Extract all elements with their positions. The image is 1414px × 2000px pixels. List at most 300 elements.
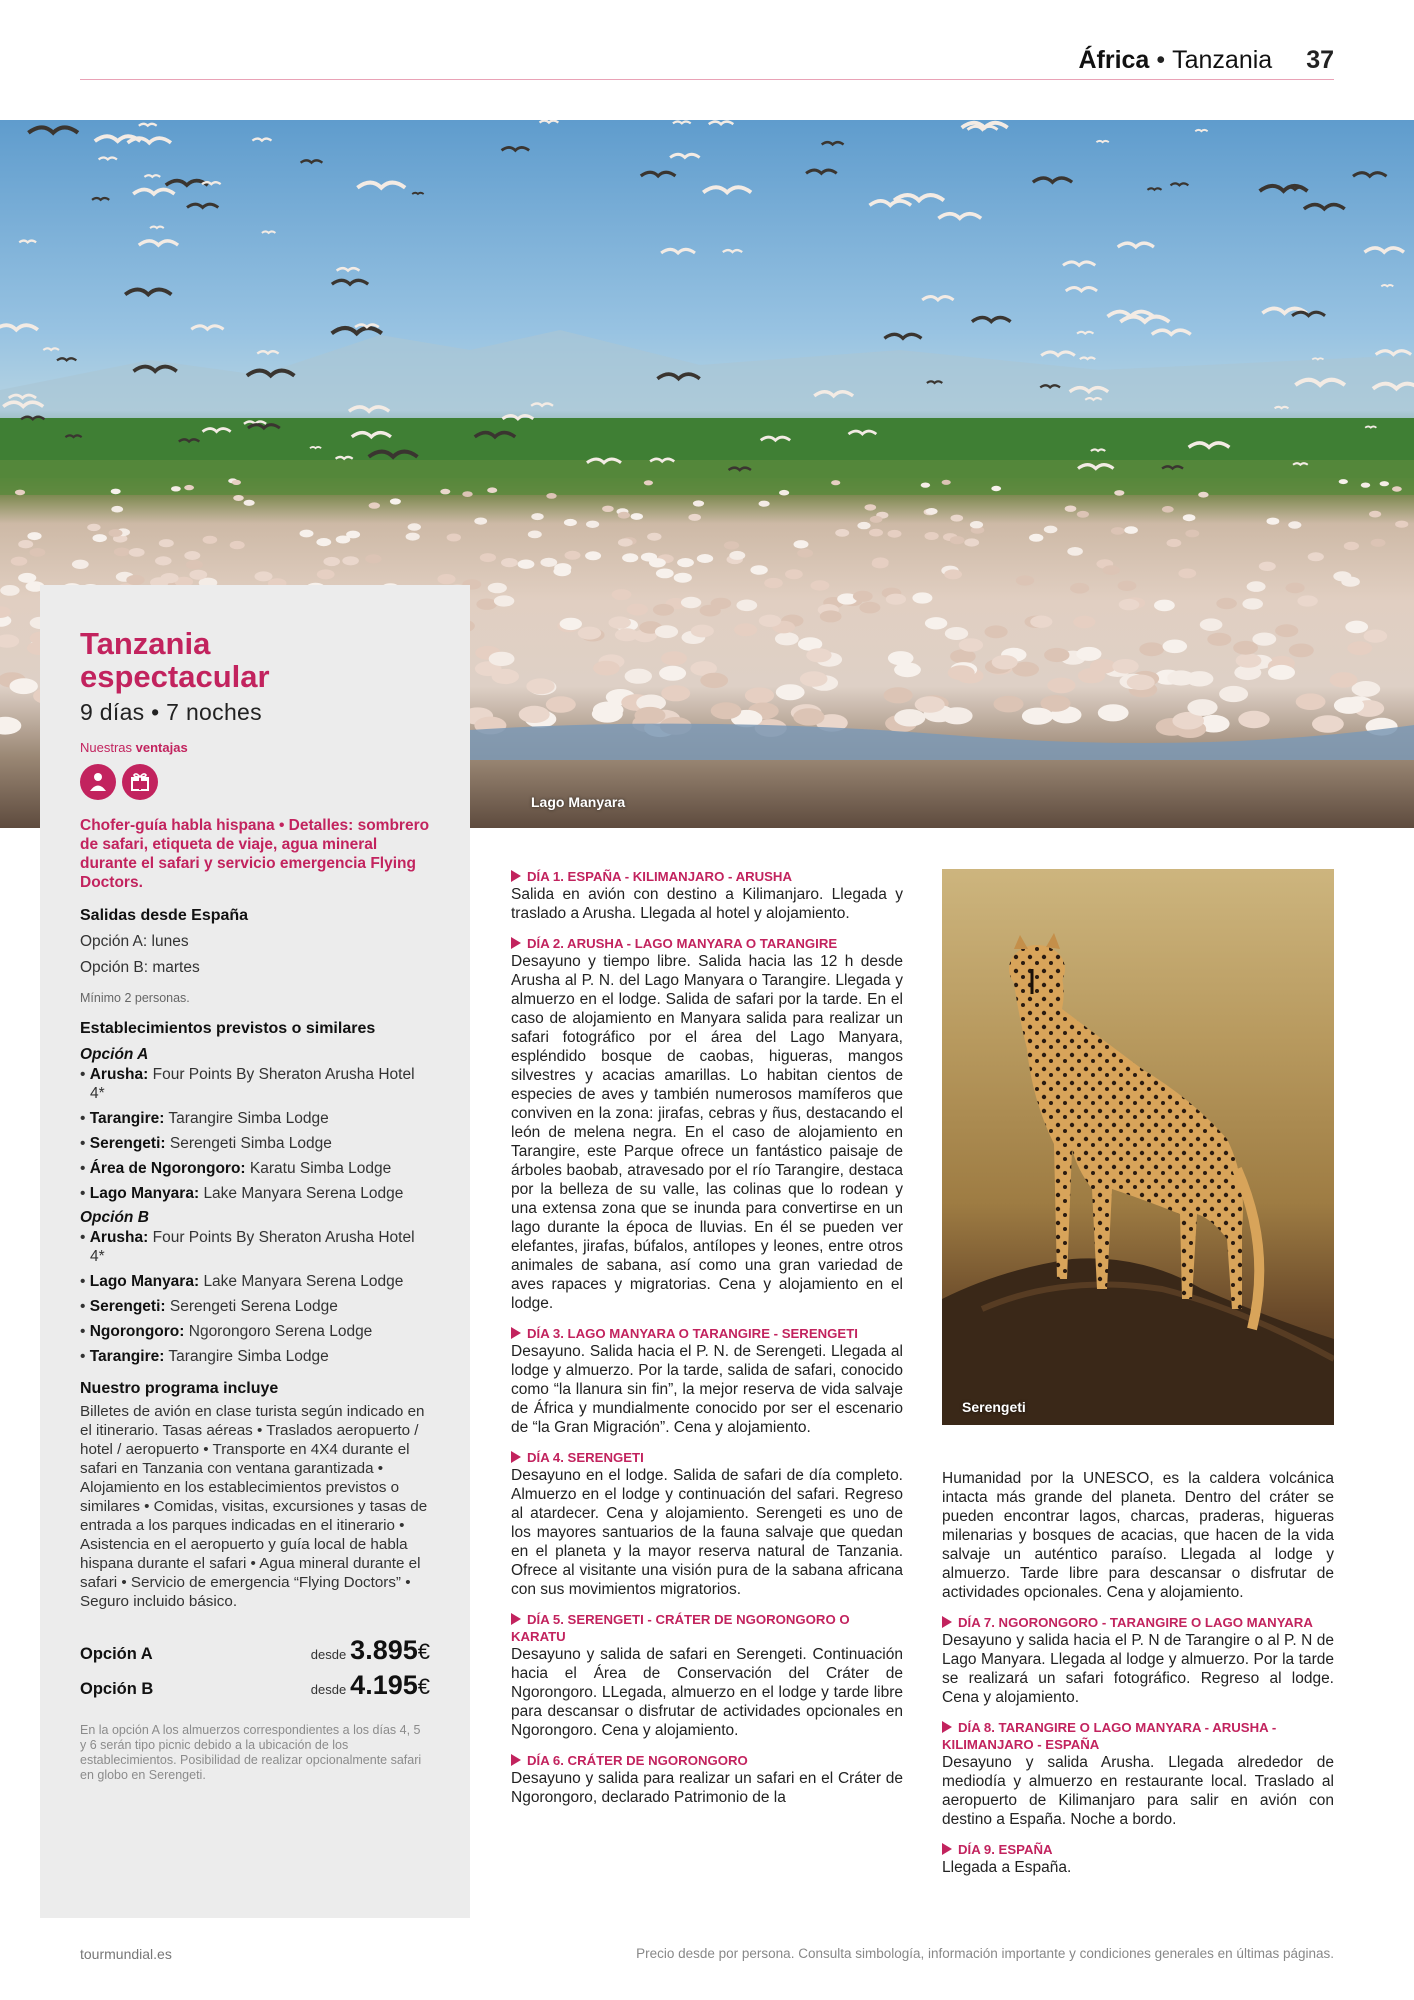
pelican — [114, 548, 130, 557]
itinerary-day-1: DÍA 1. ESPAÑA - KILIMANJARO - ARUSHA Salida en avión con destino a Kilimanjaro. Llegada y traslado a Arusha. Llegada al hotel y alojamiento. — [511, 869, 903, 922]
pelican — [921, 483, 930, 488]
pelican — [1139, 642, 1164, 656]
pelican — [886, 594, 906, 605]
header-separator: • — [1156, 46, 1166, 74]
option-b-hotels — [80, 1228, 430, 1366]
itinerary-column-2 — [942, 1469, 1334, 1889]
pelican — [1030, 616, 1052, 628]
pelican — [793, 708, 824, 725]
pelican — [631, 513, 643, 520]
pelican — [612, 589, 632, 600]
flying-pelican — [125, 290, 171, 295]
pelican — [1073, 616, 1095, 628]
pelican — [776, 684, 805, 700]
pelican — [1118, 581, 1137, 591]
pelican — [1163, 640, 1188, 654]
flying-pelican — [99, 157, 117, 159]
pelican — [894, 709, 925, 726]
day-arrow-icon — [511, 1451, 521, 1463]
pelican — [1364, 630, 1388, 643]
pelican — [586, 521, 599, 528]
pelican — [661, 651, 687, 665]
pelican — [1259, 562, 1276, 571]
pelican — [155, 556, 172, 565]
pelican — [775, 632, 799, 645]
cheetah-photo — [942, 869, 1334, 1425]
pelican — [1111, 527, 1125, 535]
pelican — [734, 623, 757, 636]
flying-pelican — [1077, 332, 1093, 334]
day-arrow-icon — [511, 870, 521, 882]
pelican — [661, 685, 690, 701]
pelican — [602, 506, 614, 512]
pelican — [693, 500, 704, 506]
pelican — [1296, 693, 1326, 710]
pelican — [800, 671, 828, 686]
itinerary-day-6: DÍA 6. CRÁTER DE NGORONGORO Desayuno y salida para realizar un safari en el Cráter de Ngorongoro, declarado Patrimonio de la — [511, 1753, 903, 1806]
pelican — [870, 516, 883, 523]
flying-pelican — [1195, 130, 1207, 131]
pelican — [546, 493, 556, 499]
flying-pelican — [357, 183, 405, 188]
pelican — [1242, 598, 1263, 609]
pelican — [644, 480, 653, 485]
pelican — [691, 625, 714, 638]
hotel-item: • Tarangire: Tarangire Simba Lodge — [80, 1348, 329, 1365]
pelican — [390, 498, 401, 504]
flying-pelican — [502, 147, 530, 150]
price-currency: € — [417, 1639, 430, 1664]
pelican — [184, 551, 200, 560]
pelican — [518, 560, 535, 569]
pelican — [526, 678, 554, 694]
pelican — [869, 529, 883, 537]
itinerary-day-8: DÍA 8. TARANGIRE O LAGO MANYARA - ARUSHA - KILIMANJARO - ESPAÑA Desayuno y salida Arusha. Llegada alrededor de mediodía y almuerzo en restaurante local. Traslado al aeropuerto de Kilimanjaro para salir en avión con destino a España. Noche a bordo. — [942, 1720, 1334, 1828]
pelican — [1289, 644, 1314, 658]
header-region: África — [1078, 46, 1150, 74]
flying-pelican — [0, 325, 38, 330]
price-table — [80, 1635, 430, 1701]
flying-pelican — [1041, 352, 1075, 356]
pelican — [1162, 506, 1174, 513]
flying-pelican — [1147, 188, 1161, 190]
pelican — [994, 696, 1024, 713]
program-text: Billetes de avión en clase turista según indicado en el itinerario. Tasas aéreas • Traslados aeropuerto / hotel / aeropuerto • Transporte en 4X4 durante el safari en Tanzania con ventana garantizada • Alojamiento en los establecimientos previstos o similares • Comidas, visitas, excursiones y tasas de entrada a los parques indicadas en el itinerario • Asistencia en el aeropuerto y guía local de habla hispana durante el safari • Agua mineral durante el safari • Servicio de emergencia “Flying Doctors” • Seguro incluido básico. — [80, 1403, 428, 1610]
hotel-item: • Área de Ngorongoro: Karatu Simba Lodge — [80, 1160, 392, 1177]
flying-pelican — [257, 351, 278, 353]
pelican — [1392, 486, 1402, 491]
pelican — [184, 485, 194, 490]
day-arrow-icon — [942, 1721, 952, 1733]
pelican — [1178, 569, 1196, 579]
pelican — [942, 480, 951, 485]
price-footnote: En la opción A los almuerzos correspondientes a los días 4, 5 y 6 serán tipo picnic debido a la ubicación de los establecimientos. Posibilidad de realizar opcionalmente safari en globo en Serengeti. — [80, 1723, 422, 1782]
pelican — [1114, 490, 1124, 496]
flying-pelican — [1170, 183, 1188, 185]
pelican — [950, 536, 965, 544]
driver-icon — [80, 764, 116, 800]
pelican — [759, 615, 781, 627]
pelican — [609, 616, 631, 628]
pelican — [857, 522, 870, 529]
flying-pelican — [191, 326, 223, 329]
header-country: Tanzania — [1172, 46, 1273, 74]
flying-pelican — [139, 241, 178, 245]
pelican — [1238, 711, 1269, 728]
flying-pelican — [412, 193, 423, 194]
pelican — [944, 569, 962, 579]
pelican — [519, 706, 550, 723]
pelican — [365, 554, 381, 563]
itinerary-day-3: DÍA 3. LAGO MANYARA O TARANGIRE - SERENGETI Desayuno. Salida hacia el P. N. de Serengeti. Llegada al lodge y almuerzo. Por la tarde, salida de safari, conocido como “la llanura sin fin”, la mejor reserva de vida salvaje de África y mundialmente conocido por ser el escenario de “la Gran Migración”. Cena y alojamiento. — [511, 1326, 903, 1436]
flying-pelican — [1275, 407, 1289, 408]
pelican — [729, 551, 745, 560]
pelican — [948, 665, 975, 680]
pelican — [30, 548, 46, 557]
flying-pelican — [673, 121, 691, 123]
pelican — [564, 519, 577, 526]
pelican — [480, 553, 496, 562]
departure-option-a: Opción A: lunes — [80, 933, 189, 950]
pelican — [926, 508, 938, 515]
pelican — [1076, 647, 1101, 661]
advantages-prefix: Nuestras — [80, 740, 133, 755]
header-breadcrumb — [1078, 46, 1334, 75]
flying-pelican — [870, 201, 912, 205]
footer-note: Precio desde por persona. Consulta simbología, información importante y condiciones generales en últimas páginas. — [636, 1946, 1334, 1961]
hotel-item: • Ngorongoro: Ngorongoro Serena Lodge — [80, 1323, 373, 1340]
flying-pelican — [1108, 312, 1154, 317]
pelican — [1047, 678, 1075, 694]
pelican — [1029, 534, 1043, 542]
pelican — [711, 702, 742, 719]
pelican — [750, 565, 767, 575]
flying-pelican — [310, 447, 321, 448]
pelican — [1207, 633, 1231, 646]
pelican — [560, 618, 582, 630]
pelican — [1077, 511, 1089, 518]
pelican — [711, 598, 732, 609]
trip-title-line1: Tanzania — [80, 626, 211, 661]
pelican — [1395, 521, 1408, 528]
pelican — [659, 666, 686, 681]
hotel-item: • Serengeti: Serengeti Serena Lodge — [80, 1298, 338, 1315]
pelican — [342, 556, 359, 565]
pelican — [93, 534, 107, 542]
flying-pelican — [1152, 330, 1191, 334]
pelican — [476, 599, 497, 610]
pelican — [408, 523, 421, 530]
pelican — [27, 532, 41, 540]
day-arrow-icon — [511, 1754, 521, 1766]
pelican — [688, 514, 701, 521]
pelican — [0, 717, 21, 735]
flying-pelican — [1292, 312, 1325, 316]
gift-icon — [122, 764, 158, 800]
pelican — [189, 570, 207, 580]
pelican — [474, 518, 487, 525]
flying-pelican — [972, 317, 1011, 321]
pelican — [1067, 547, 1083, 556]
flying-pelican — [139, 124, 157, 126]
flying-pelican — [133, 190, 174, 194]
flying-pelican — [1364, 248, 1403, 252]
pelican — [884, 687, 913, 703]
flying-pelican — [262, 231, 276, 232]
flying-pelican — [1353, 173, 1387, 177]
price-amount: 3.895 — [350, 1635, 418, 1665]
footer-site[interactable]: tourmundial.es — [80, 1946, 172, 1962]
pelican — [1369, 511, 1381, 518]
advantages-label — [80, 740, 430, 755]
pelican — [1070, 583, 1089, 594]
minimum-persons: Mínimo 2 personas. — [80, 991, 190, 1005]
flying-pelican — [332, 280, 368, 284]
flying-pelican — [166, 181, 208, 186]
pelican — [406, 533, 420, 541]
trip-sidebar — [40, 585, 470, 1918]
flying-pelican — [252, 139, 271, 141]
price-desde: desde — [310, 1647, 347, 1662]
pelican — [1167, 670, 1195, 685]
pelican — [1078, 668, 1105, 683]
pelican — [1334, 697, 1364, 714]
itinerary-day-5: DÍA 5. SERENGETI - CRÁTER DE NGORONGORO O KARATU Desayuno y salida de safari en Serengeti. Continuación hacia el Área de Conservación del Cráter de Ngorongoro. LLegada, almuerzo en el lodge y tarde libre para descansar o disfrutar de actividades opcionales en Ngorongoro. Cena y alojamiento. — [511, 1612, 903, 1739]
pelican — [925, 532, 939, 540]
pelican — [233, 495, 244, 501]
pelican — [111, 489, 121, 495]
pelican — [1154, 600, 1175, 612]
flying-pelican — [1312, 358, 1323, 359]
pelican — [700, 673, 728, 688]
flying-pelican — [723, 250, 742, 252]
day-arrow-icon — [942, 1616, 952, 1628]
flying-pelican — [1033, 178, 1072, 182]
pelican — [488, 583, 507, 594]
option-a-hotels — [80, 1065, 430, 1203]
flying-pelican — [187, 204, 218, 207]
pelican — [811, 580, 830, 590]
flying-pelican — [1304, 205, 1345, 209]
pelican — [831, 480, 840, 485]
hotel-item: • Lago Manyara: Lake Manyara Serena Lodge — [80, 1185, 404, 1202]
pelican — [437, 574, 455, 584]
pelican — [970, 521, 983, 528]
pelican — [1297, 595, 1317, 606]
pelican — [0, 585, 19, 596]
pelican — [593, 661, 620, 676]
pelican — [1252, 633, 1276, 646]
pelican — [785, 569, 803, 579]
flying-pelican — [1365, 426, 1376, 427]
flying-pelican — [1080, 358, 1095, 360]
pelican — [592, 705, 623, 722]
pelican — [18, 540, 33, 548]
pelican — [745, 687, 774, 703]
pelican — [951, 515, 964, 522]
pelican — [1216, 598, 1237, 609]
pelican — [1380, 481, 1389, 486]
cheetah-caption: Serengeti — [962, 1399, 1026, 1415]
hotel-item: • Arusha: Four Points By Sheraton Arusha Hotel 4* — [80, 1066, 415, 1102]
pelican — [316, 538, 331, 546]
trip-title — [80, 627, 430, 693]
pelican — [346, 531, 360, 539]
pelican — [820, 610, 842, 622]
pelican — [853, 591, 873, 602]
pelican — [615, 628, 638, 641]
page-number: 37 — [1306, 46, 1334, 74]
pelican — [627, 604, 648, 616]
pelican — [1103, 565, 1120, 575]
pelican — [232, 480, 241, 485]
price-amount: 4.195 — [350, 1670, 418, 1700]
flying-pelican — [661, 249, 695, 253]
flying-pelican — [670, 154, 700, 157]
pelican — [1339, 479, 1348, 484]
day-arrow-icon — [511, 1327, 521, 1339]
pelican — [641, 553, 657, 562]
pelican — [656, 569, 674, 579]
pelican — [109, 529, 123, 537]
pelican — [1016, 575, 1034, 585]
day-arrow-icon — [511, 1613, 521, 1625]
pelican — [835, 529, 849, 537]
pelican — [1371, 539, 1386, 547]
flying-pelican — [19, 241, 36, 243]
pelican — [1200, 618, 1223, 631]
pelican — [797, 549, 813, 558]
pelican — [992, 655, 1018, 669]
pelican — [487, 487, 497, 493]
pelican — [528, 531, 542, 539]
pelican — [1330, 672, 1358, 687]
pelican — [653, 604, 674, 616]
pelican — [369, 502, 380, 508]
pelican — [160, 573, 178, 583]
price-label: Opción B — [80, 1680, 154, 1698]
itinerary-day-4: DÍA 4. SERENGETI Desayuno en el lodge. Salida de safari de día completo. Almuerzo en el lodge y continuación del safari. Regreso al atardecer. Cena y alojamiento. Serengeti es uno de los mayores santuarios de la fauna salvaje que quedan en el planeta y la mayor reserva natural de Tanzania. Ofrece al visitante una visión pura de la sabana africana con sus movimientos migratorios. — [511, 1450, 903, 1598]
pelican — [736, 600, 757, 612]
pelican — [622, 553, 638, 562]
pelican — [126, 575, 144, 585]
itinerary-day-2: DÍA 2. ARUSHA - LAGO MANYARA O TARANGIRE Desayuno y tiempo libre. Salida hacia las 12 h desde Arusha al P. N. del Lago Manyara o Tarangire. Llegada y almuerzo en el lodge. Salida de safari por la tarde. En el caso de alojamiento en Manyara salida para realizar un safari fotográfico por el área del Lago Manyara, espléndido bosque de caobas, higueras, mangos silvestres y acacias amarillas. Lo habitan cientos de especies de aves y también numerosos mamíferos que conviven en la zona: jirafas, cebras y ñus, destacando el león de melena negra. En el caso de alojamiento en Tarangire, este Parque ofrece un fantástico paisaje de árboles baobab, atravesado por el río Tarangire, destaca por la belleza de su valle, las colinas que lo rodean y una extensa zona que se inunda para convertirse en un lago durante la época de lluvias. En él se pueden ver elefantes, jirafas, búfalos, antílopes y leones, entre otros animales de sabana, así como una gran variedad de aves rapaces y migratorias. Cena y alojamiento en el lodge. — [511, 936, 903, 1312]
pelican — [674, 573, 692, 583]
pelican — [1185, 530, 1199, 538]
pelican — [618, 512, 630, 519]
flying-pelican — [28, 127, 78, 132]
pelican — [942, 707, 973, 724]
pelican — [625, 669, 652, 684]
departures-heading: Salidas desde España — [80, 907, 249, 924]
flying-pelican — [1118, 243, 1154, 247]
pelican — [1275, 624, 1298, 637]
flying-pelican — [540, 121, 559, 123]
flying-pelican — [1381, 285, 1393, 286]
flying-pelican — [884, 334, 921, 338]
pelican — [985, 625, 1008, 638]
pelican — [440, 489, 450, 495]
flying-pelican — [301, 160, 323, 162]
flying-pelican — [337, 268, 360, 270]
pelican — [531, 513, 543, 520]
pelican — [244, 500, 255, 506]
pelican — [255, 571, 273, 581]
pelican — [546, 696, 576, 713]
pelican — [647, 533, 661, 541]
pelican — [15, 490, 25, 496]
day-arrow-icon — [942, 1843, 952, 1855]
pelican — [1308, 552, 1324, 561]
pelican — [1167, 539, 1182, 547]
pelican — [964, 538, 979, 546]
pelican — [501, 558, 518, 567]
price-desde: desde — [310, 1682, 347, 1697]
pelican — [1098, 704, 1129, 721]
pelican — [1219, 686, 1248, 702]
flying-pelican — [1120, 317, 1169, 322]
day-arrow-icon — [511, 937, 521, 949]
hotel-item: • Tarangire: Tarangire Simba Lodge — [80, 1110, 329, 1127]
pelican — [1044, 526, 1058, 534]
pelican — [203, 536, 218, 544]
price-row-option-a — [80, 1635, 430, 1666]
flying-pelican — [822, 142, 844, 144]
pelican — [912, 592, 932, 603]
advantages-bold: ventajas — [135, 740, 188, 755]
hero-caption: Lago Manyara — [531, 794, 626, 810]
pelican — [1198, 492, 1208, 498]
pelican — [1267, 518, 1280, 525]
pelican — [554, 563, 571, 573]
hotel-item: • Lago Manyara: Lake Manyara Serena Lodge — [80, 1273, 404, 1290]
pelican — [300, 530, 314, 538]
flying-pelican — [43, 348, 59, 350]
price-currency: € — [417, 1674, 430, 1699]
pelican — [0, 634, 19, 647]
option-a-label: Opción A — [80, 1046, 149, 1063]
flying-pelican — [355, 325, 379, 328]
pelican — [585, 551, 601, 560]
pelican — [11, 557, 28, 566]
pelican — [1119, 599, 1140, 610]
pelican — [10, 678, 38, 694]
hotel-item: • Arusha: Four Points By Sheraton Arusha Hotel 4* — [80, 1229, 415, 1265]
flying-pelican — [927, 381, 942, 383]
pelican — [859, 602, 880, 614]
pelican — [1286, 583, 1305, 594]
page-header — [80, 44, 1334, 80]
pelican — [1183, 514, 1196, 521]
price-label: Opción A — [80, 1645, 153, 1663]
pelican — [806, 648, 831, 662]
pelican — [888, 530, 902, 538]
pelican — [1288, 521, 1301, 528]
itinerary-day-7: DÍA 7. NGORONGORO - TARANGIRE O LAGO MANYARA Desayuno y salida hacia el P. N de Tarangire o al P. N de Lago Manyara. Llegada al lodge y almuerzo. Por la tarde se realizará un safari fotográfico. Regreso al lodge. Cena y alojamiento. — [942, 1615, 1334, 1706]
itinerary-day-9: DÍA 9. ESPAÑA Llegada a España. — [942, 1842, 1072, 1876]
pelican — [865, 504, 877, 510]
pelican — [779, 490, 789, 496]
flying-pelican — [1096, 141, 1108, 142]
pelican — [1247, 581, 1266, 592]
flying-pelican — [1376, 351, 1411, 355]
pelican — [0, 606, 11, 618]
pelican — [764, 578, 783, 588]
pelican — [991, 486, 1001, 491]
pelican — [171, 486, 181, 491]
pelican — [1268, 665, 1295, 680]
pelican — [494, 595, 514, 606]
